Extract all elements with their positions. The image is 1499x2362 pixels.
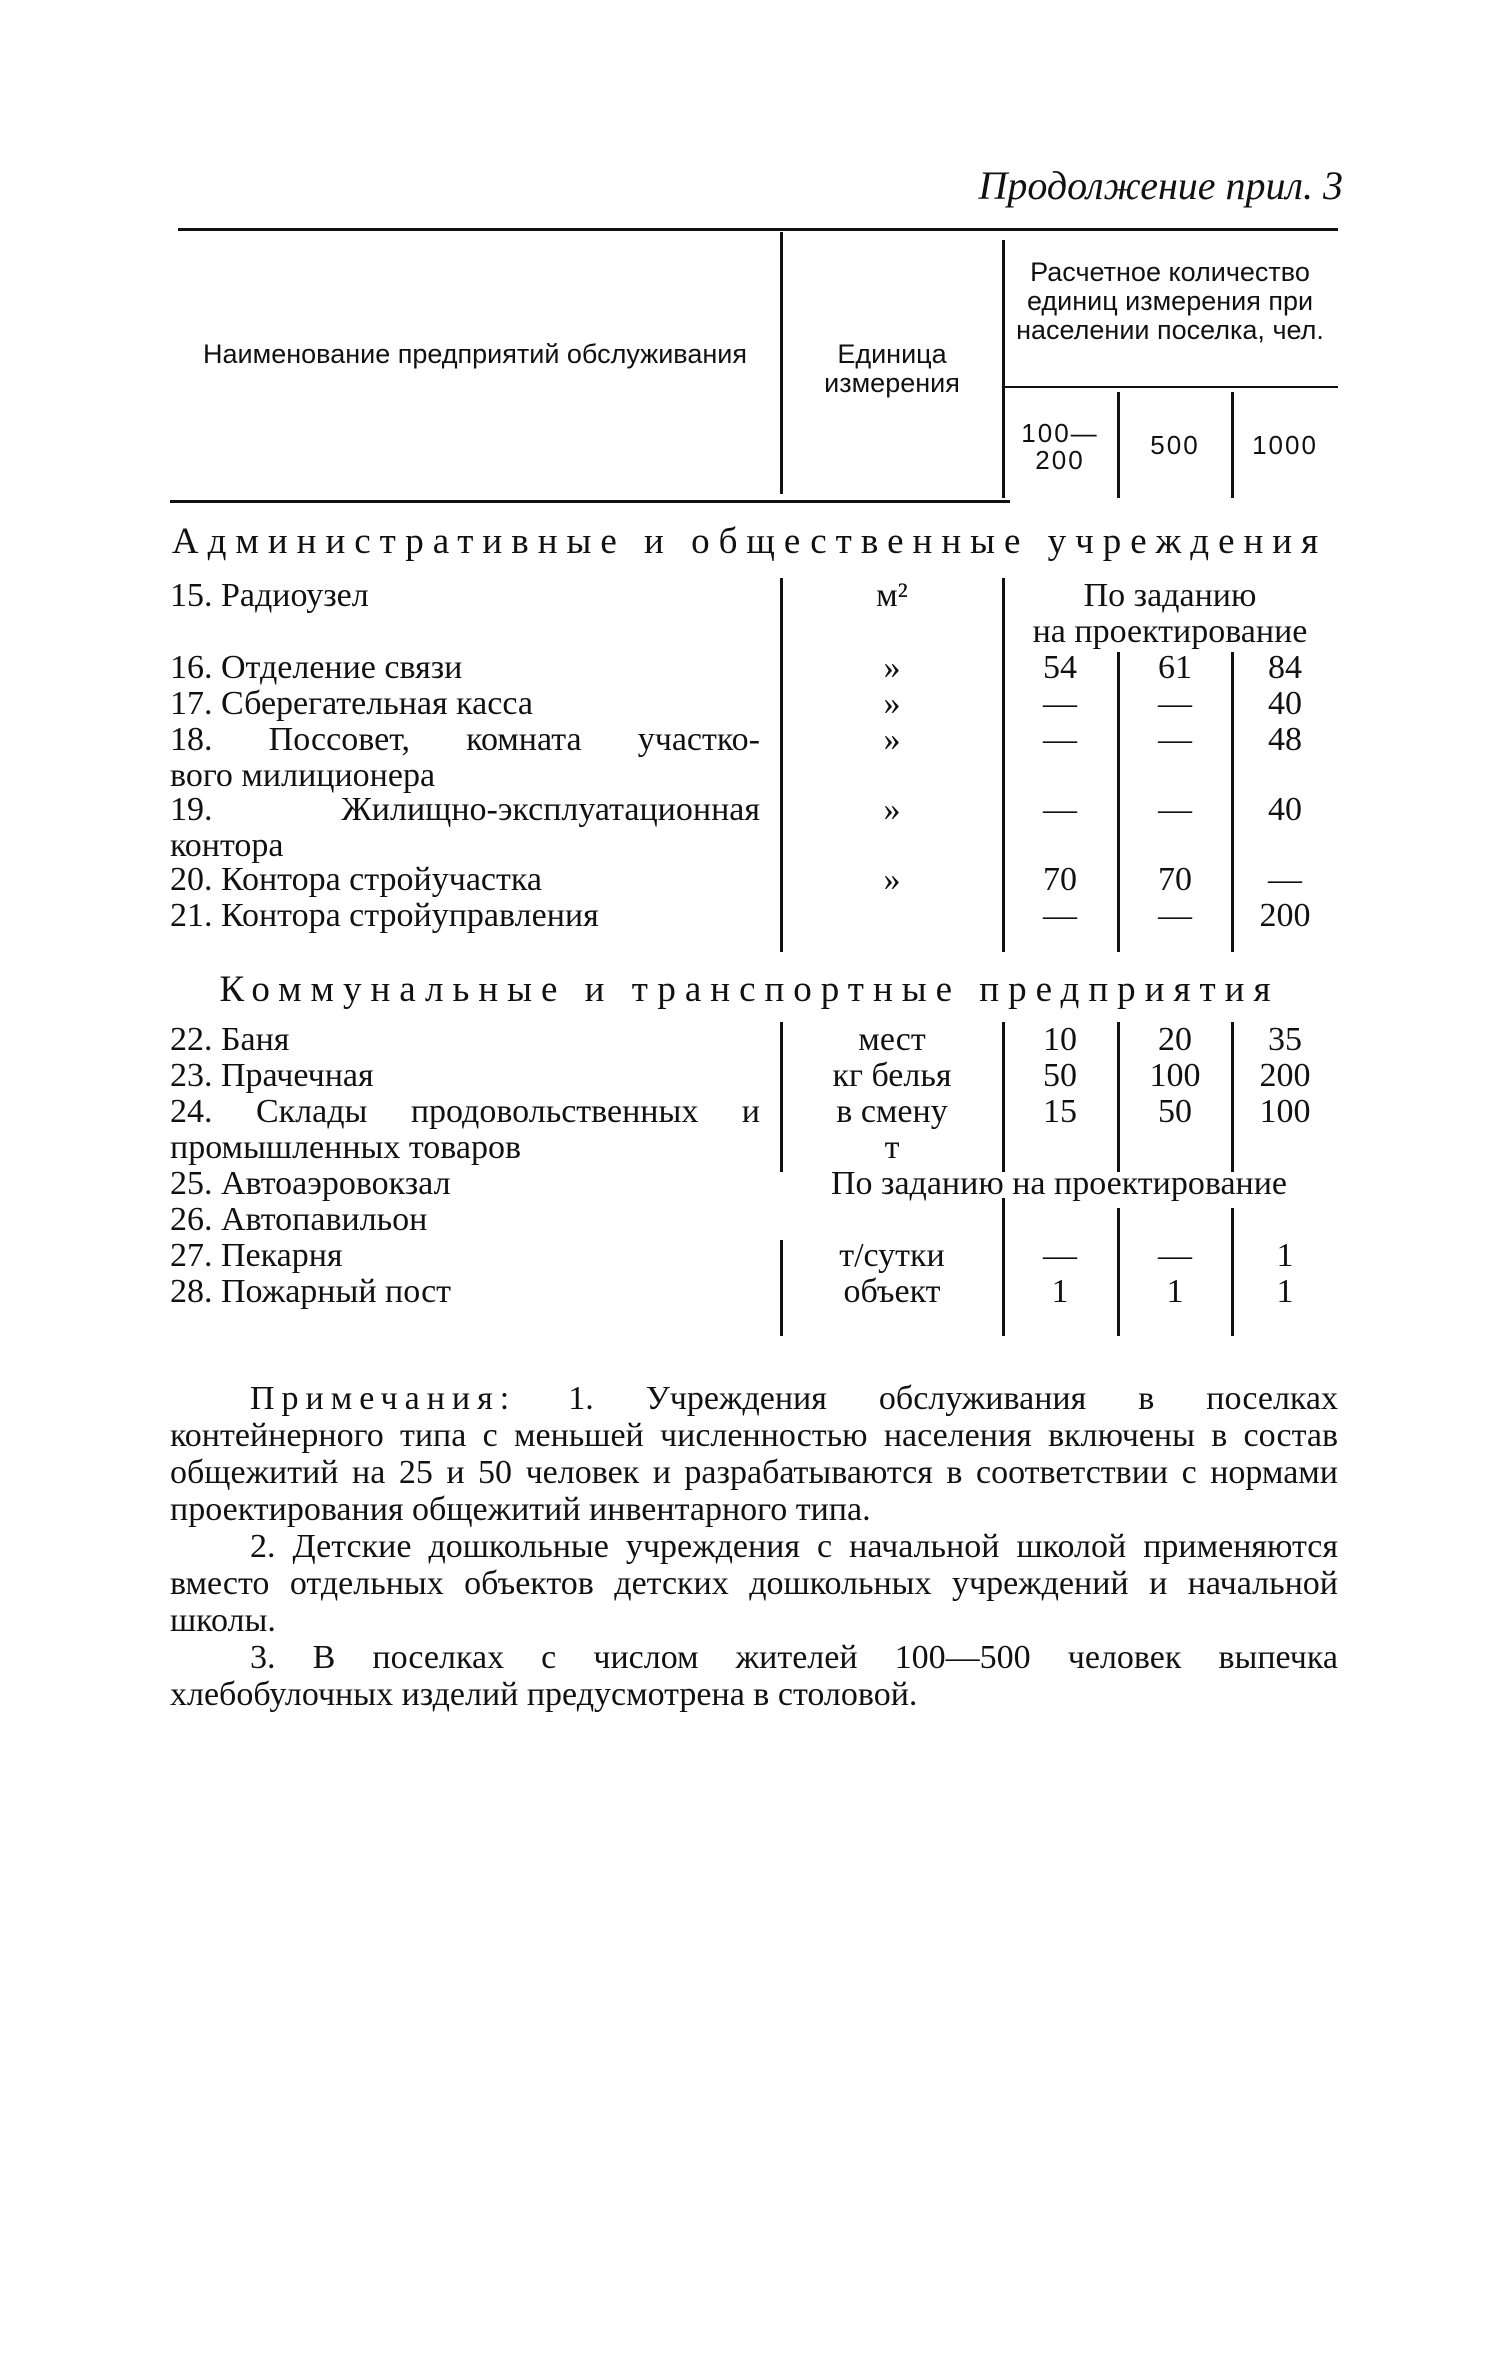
header-sub-rule (1004, 386, 1338, 388)
table-row-name: 22. Баня (170, 1021, 290, 1058)
table-row-unit: » (883, 649, 901, 686)
table-cell-500: 50 (1158, 1093, 1192, 1130)
table-cell-500: 20 (1158, 1021, 1192, 1058)
table-row-name: 15. Радиоузел (170, 577, 369, 614)
table-cell-100-200: 15 (1043, 1093, 1077, 1130)
header-bottom-rule (170, 500, 1010, 503)
table-cell-1000: 200 (1259, 1057, 1311, 1094)
table-row-name: 17. Сберегательная касса (170, 685, 533, 722)
table-row-unit: кг белья (832, 1057, 952, 1094)
table-row-name: 18. Поссовет, комната участко- (170, 721, 760, 758)
table-cell-500: 70 (1158, 861, 1192, 898)
table-cell-100-200: 70 (1043, 861, 1077, 898)
table-cell-1000: 35 (1268, 1021, 1302, 1058)
table-row-unit: т/сутки (839, 1237, 945, 1274)
table-row-unit: » (883, 791, 901, 828)
table-row-name: 28. Пожарный пост (170, 1273, 452, 1310)
table-row-unit: » (883, 861, 901, 898)
table-row-name: 26. Автопавильон (170, 1201, 428, 1238)
table-row-name-continued: вого милиционера (170, 757, 436, 794)
section-title-administrative: Административные и общественные учреждения (171, 521, 1328, 562)
table-cell-500: — (1158, 897, 1192, 934)
table-cell-100-200: 50 (1043, 1057, 1077, 1094)
continuation-title: Продолжение прил. 3 (978, 163, 1343, 208)
table-row-unit: мест (858, 1021, 926, 1058)
table-cell-1000: 100 (1259, 1093, 1311, 1130)
header-name: Наименование предприятий обслуживания (203, 339, 747, 369)
note-1 (170, 1380, 1338, 1528)
table-row-name: 21. Контора стройуправления (170, 897, 599, 934)
table-row-unit: » (883, 721, 901, 758)
table-row-name: 19. Жилищно-эксплуатационная (170, 791, 760, 828)
table-row-name-continued: контора (170, 827, 284, 864)
table-cell-500: — (1158, 721, 1192, 758)
header-calc: Расчетное количество единиц измерения при населении поселка, чел. (1016, 257, 1324, 346)
table-cell-1000: 40 (1268, 685, 1302, 722)
table-row-unit-continued: т (884, 1129, 900, 1166)
table-row-unit: » (883, 685, 901, 722)
note-3: 3. В поселках с числом жителей 100—500 человек выпечка хлебобулочных изделий предусмотрена в столовой. (170, 1639, 1338, 1713)
table-cell-500: — (1158, 685, 1192, 722)
table-cell-100-200: 10 (1043, 1021, 1077, 1058)
table-cell-1000: 48 (1268, 721, 1302, 758)
note-2: 2. Детские дошкольные учреждения с начальной школой применяются вместо отдельных объектов детских дошкольных учреждений и начальной школы. (170, 1528, 1338, 1639)
table-cell-1000: 200 (1259, 897, 1311, 934)
table-cell-100-200: — (1043, 685, 1077, 722)
table-row-name-continued: промышленных товаров (170, 1129, 522, 1166)
table-cell-500: 61 (1158, 649, 1192, 686)
table-cell-1000: 40 (1268, 791, 1302, 828)
table-cell-100-200: — (1043, 791, 1077, 828)
table-row-unit: объект (843, 1273, 941, 1310)
table-cell-500: — (1158, 791, 1192, 828)
header-unit: Единица измерения (824, 339, 960, 399)
table-row-name: 23. Прачечная (170, 1057, 374, 1094)
table-cell-1000: 84 (1268, 649, 1302, 686)
table-cell-100-200: — (1043, 1237, 1077, 1274)
table-cell-1000: 1 (1276, 1273, 1294, 1310)
header-col-1000: 1000 (1252, 430, 1318, 460)
table-row-name: 24. Склады продовольственных и (170, 1093, 760, 1130)
table-cell-500: — (1158, 1237, 1192, 1274)
table-row-name: 27. Пекарня (170, 1237, 343, 1274)
table-row-name: 20. Контора стройучастка (170, 861, 542, 898)
table-row-span: По заданию на проектирование (830, 1165, 1288, 1202)
header-col-100-200: 100— 200 (1021, 418, 1099, 476)
table-cell-100-200: 1 (1051, 1273, 1069, 1310)
table-top-rule (178, 228, 1338, 231)
table-row-name: 16. Отделение связи (170, 649, 463, 686)
table-cell-500: 100 (1149, 1057, 1201, 1094)
table-row-name: 25. Автоаэровокзал (170, 1165, 451, 1202)
table-row-span: По заданию на проектирование (1032, 577, 1308, 650)
table-row-unit: м² (876, 577, 908, 614)
notes-block (170, 1380, 1338, 1713)
table-cell-100-200: — (1043, 721, 1077, 758)
table-cell-100-200: 54 (1043, 649, 1077, 686)
table-cell-500: 1 (1166, 1273, 1184, 1310)
table-cell-100-200: — (1043, 897, 1077, 934)
section-title-communal: Коммунальные и транспортные предприятия (219, 969, 1280, 1010)
table-cell-1000: — (1268, 861, 1302, 898)
table-row-unit: в смену (836, 1093, 948, 1130)
notes-label: Примечания: (250, 1380, 517, 1417)
note-1-text: 1. Учреждения обслуживания в поселках контейнерного типа с меньшей численностью населения включены в состав общежитий на 25 и 50 человек и разрабатываются в соответствии с нормами проектирования общежитий инвентарного типа. (170, 1380, 1339, 1528)
table-cell-1000: 1 (1276, 1237, 1294, 1274)
header-col-500: 500 (1150, 430, 1200, 460)
